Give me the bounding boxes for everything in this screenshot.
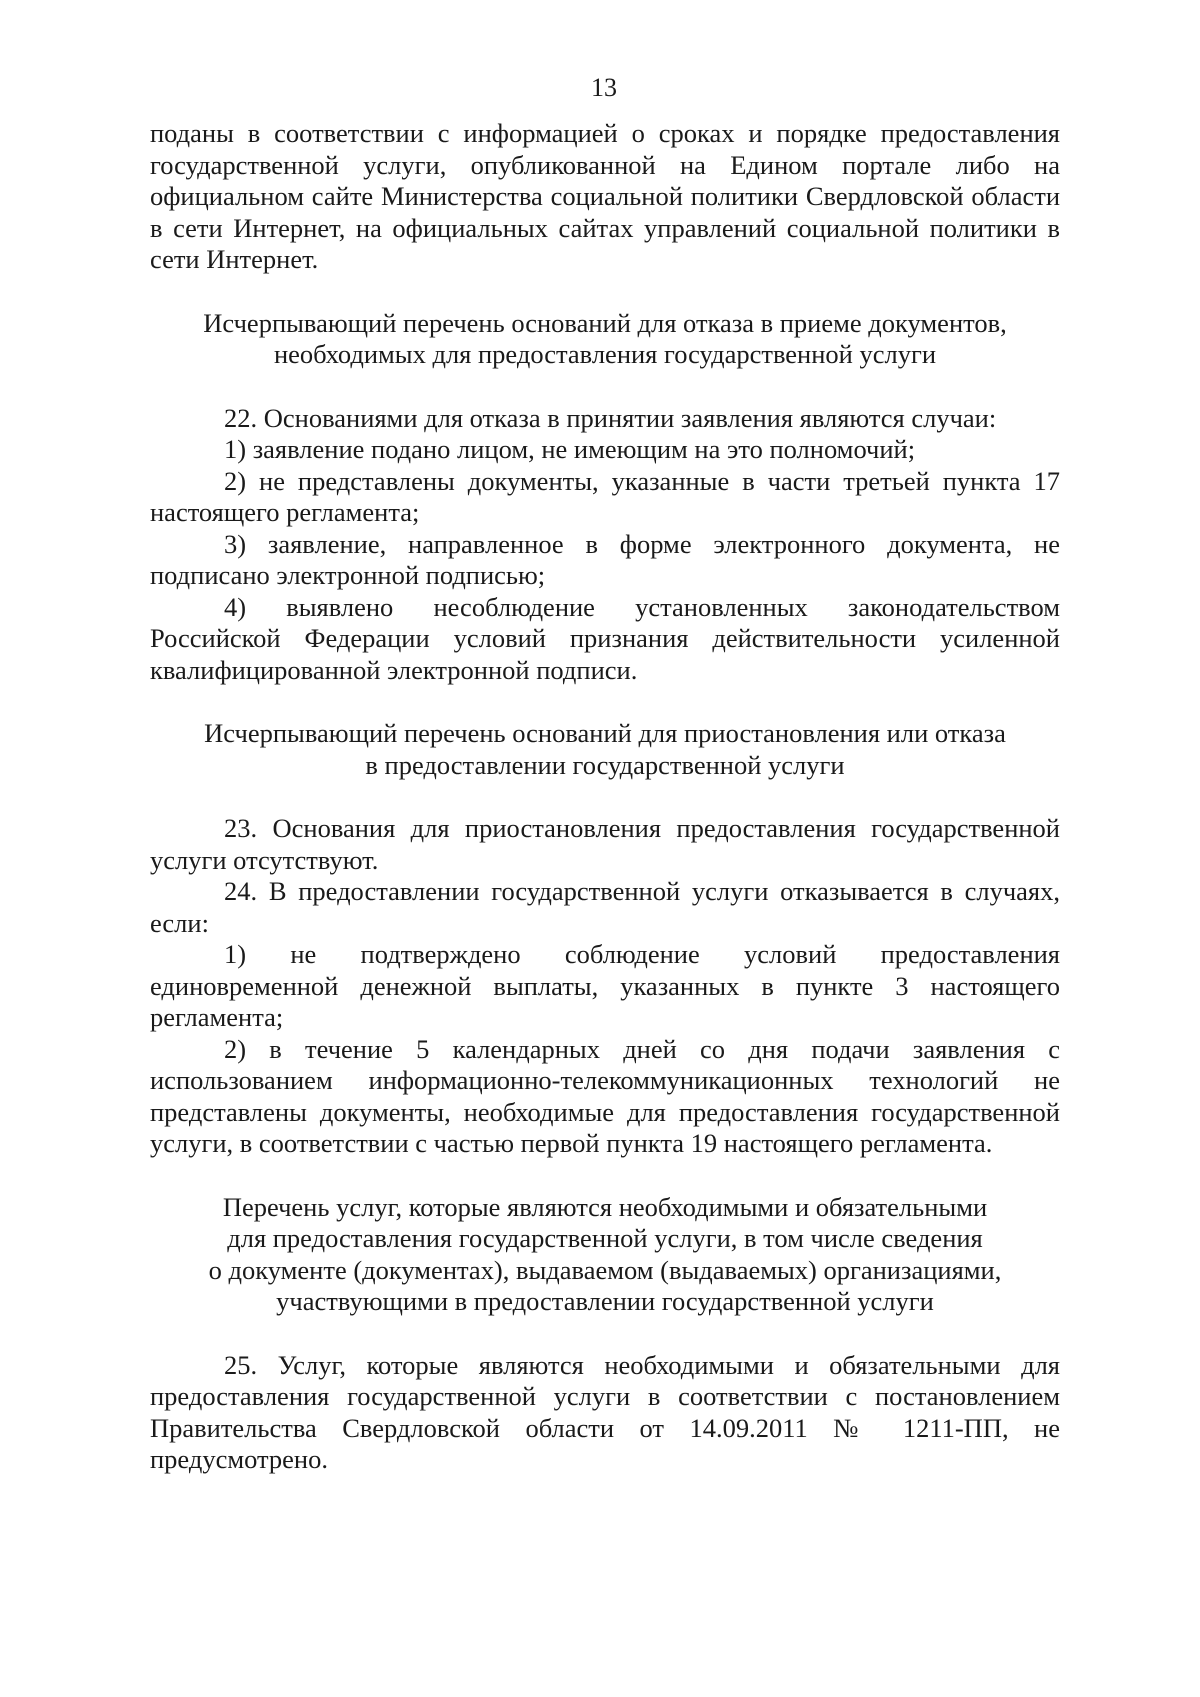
paragraph-24-item-2: 2) в течение 5 календарных дней со дня подачи заявления с использованием информационно-телекоммуникационных технологий не представлены документы, необходимые для предоставления государственной услуги, в соответствии с частью первой пункта 19 настоящего регламента. xyxy=(150,1033,1060,1158)
paragraph-24: 24. В предоставлении государственной услуги отказывается в случаях, если: xyxy=(150,876,1060,938)
heading-line: Исчерпывающий перечень оснований для отказа в приеме документов, xyxy=(203,307,1007,338)
paragraph-22-item-2: 2) не представлены документы, указанные в части третьей пункта 17 настоящего регламента; xyxy=(150,465,1060,527)
heading-line: в предоставлении государственной услуги xyxy=(365,749,845,780)
page-number: 13 xyxy=(591,73,617,102)
heading-line: участвующими в предоставлении государственной услуги xyxy=(276,1286,934,1316)
heading-services xyxy=(150,1192,1060,1318)
intro-paragraph: поданы в соответствии с информацией о сроках и порядке предоставления государственной услуги, опубликованной на Едином портале либо на официальном сайте Министерства социальной политики Свердловской области в сети Интернет, на официальных сайтах управлений социальной политики в сети Интернет. xyxy=(150,118,1060,274)
heading-suspension xyxy=(150,718,1060,781)
paragraph-25: 25. Услуг, которые являются необходимыми и обязательными для предоставления государственной услуги в соответствии с постановлением Правительства Свердловской области от 14.09.2011 № 1211-ПП, не предусмотрено. xyxy=(150,1349,1060,1474)
paragraph-22-item-3: 3) заявление, направленное в форме электронного документа, не подписано электронной подписью; xyxy=(150,528,1060,590)
paragraph-23: 23. Основания для приостановления предоставления государственной услуги отсутствуют. xyxy=(150,813,1060,875)
paragraph-22: 22. Основаниями для отказа в принятии заявления являются случаи: xyxy=(224,402,997,433)
heading-line: Исчерпывающий перечень оснований для приостановления или отказа xyxy=(204,718,1006,748)
heading-line: о документе (документах), выдаваемом (выдаваемых) организациями, xyxy=(208,1254,1002,1285)
document-body xyxy=(150,118,1060,1476)
heading-line: Перечень услуг, которые являются необходимыми и обязательными xyxy=(222,1191,988,1222)
heading-line: необходимых для предоставления государственной услуги xyxy=(273,339,937,369)
paragraph-24-item-1: 1) не подтверждено соблюдение условий предоставления единовременной денежной выплаты, указанных в пункте 3 настоящего регламента; xyxy=(150,939,1060,1032)
paragraph-22-item-1: 1) заявление подано лицом, не имеющим на это полномочий; xyxy=(224,434,916,464)
paragraph-22-item-4: 4) выявлено несоблюдение установленных законодательством Российской Федерации условий признания действительности усиленной квалифицированной электронной подписи. xyxy=(150,591,1060,685)
heading-refusal-docs xyxy=(150,308,1060,371)
heading-line: для предоставления государственной услуги, в том числе сведения xyxy=(227,1223,983,1253)
